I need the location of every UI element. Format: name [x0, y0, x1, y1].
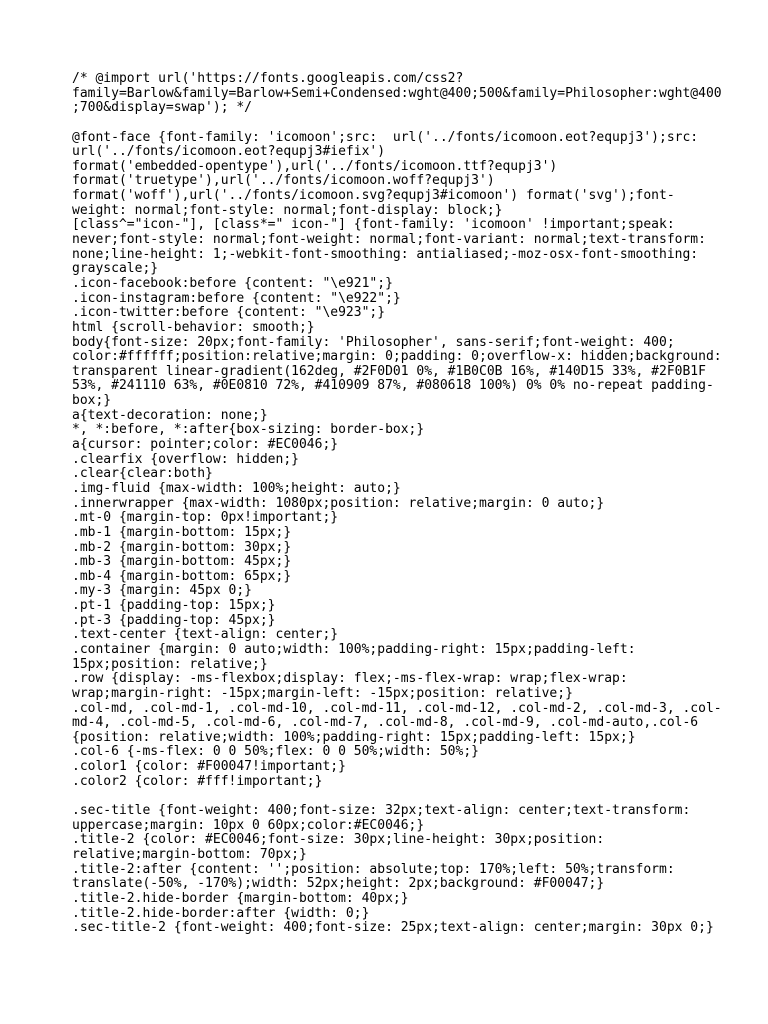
- code-line: .title-2 {color: #EC0046;font-size: 30px;line-height: 30px;position:: [72, 832, 605, 848]
- code-line: .title-2.hide-border:after {width: 0;}: [72, 905, 370, 921]
- code-line: .pt-3 {padding-top: 45px;}: [72, 612, 276, 628]
- code-line: html {scroll-behavior: smooth;}: [72, 319, 315, 335]
- code-line: weight: normal;font-style: normal;font-display: block;}: [72, 202, 503, 218]
- code-line: @font-face {font-family: 'icomoon';src: url('../fonts/icomoon.eot?equpj3');src:: [72, 129, 699, 145]
- code-line: grayscale;}: [72, 261, 159, 277]
- code-line: .clearfix {overflow: hidden;}: [72, 451, 299, 467]
- code-line: family=Barlow&family=Barlow+Semi+Condensed:wght@400;500&family=Philosopher:wght@400: [72, 85, 722, 101]
- code-line: transparent linear-gradient(162deg, #2F0D01 0%, #1B0C0B 16%, #140D15 33%, #2F0B1F: [72, 363, 706, 379]
- code-line: .img-fluid {max-width: 100%;height: auto;}: [72, 480, 401, 496]
- code-line: body{font-size: 20px;font-family: 'Philosopher', sans-serif;font-weight: 400;: [72, 334, 675, 350]
- code-line: a{cursor: pointer;color: #EC0046;}: [72, 437, 339, 453]
- code-line: .mb-4 {margin-bottom: 65px;}: [72, 568, 292, 584]
- code-line: format('truetype'),url('../fonts/icomoon.woff?equpj3'): [72, 173, 495, 189]
- code-line: .clear{clear:both}: [72, 466, 213, 482]
- code-line: .text-center {text-align: center;}: [72, 627, 339, 643]
- code-line: .title-2.hide-border {margin-bottom: 40px;}: [72, 890, 409, 906]
- blank-line: [72, 116, 712, 131]
- document-page: [72, 71, 722, 936]
- code-line: [class^="icon-"], [class*=" icon-"] {font-family: 'icomoon' !important;speak:: [72, 217, 675, 233]
- blank-line: [72, 789, 712, 804]
- code-line: .col-6 {-ms-flex: 0 0 50%;flex: 0 0 50%;width: 50%;}: [72, 744, 479, 760]
- code-line: format('woff'),url('../fonts/icomoon.svg?equpj3#icomoon') format('svg');font-: [72, 188, 675, 204]
- code-line: .col-md, .col-md-1, .col-md-10, .col-md-11, .col-md-12, .col-md-2, .col-md-3, .col-: [72, 700, 722, 716]
- code-line: color:#ffffff;position:relative;margin: 0;padding: 0;overflow-x: hidden;background:: [72, 349, 722, 365]
- code-line: ;700&display=swap'); */: [72, 100, 253, 116]
- code-line: {position: relative;width: 100%;padding-right: 15px;padding-left: 15px;}: [72, 729, 636, 745]
- code-line: .sec-title-2 {font-weight: 400;font-size: 25px;text-align: center;margin: 30px 0;}: [72, 920, 714, 936]
- code-line: wrap;margin-right: -15px;margin-left: -15px;position: relative;}: [72, 685, 573, 701]
- code-line: .mb-1 {margin-bottom: 15px;}: [72, 524, 292, 540]
- code-line: 15px;position: relative;}: [72, 656, 268, 672]
- code-line: a{text-decoration: none;}: [72, 407, 268, 423]
- code-line: url('../fonts/icomoon.eot?equpj3#iefix'): [72, 144, 386, 160]
- code-text-block: [72, 71, 722, 936]
- code-line: 53%, #241110 63%, #0E0810 72%, #410909 87%, #080618 100%) 0% 0% no-repeat padding-: [72, 378, 714, 394]
- code-line: never;font-style: normal;font-weight: normal;font-variant: normal;text-transform:: [72, 232, 706, 248]
- code-line: .row {display: -ms-flexbox;display: flex;-ms-flex-wrap: wrap;flex-wrap:: [72, 671, 628, 687]
- code-line: relative;margin-bottom: 70px;}: [72, 846, 307, 862]
- code-line: .mb-2 {margin-bottom: 30px;}: [72, 539, 292, 555]
- code-line: *, *:before, *:after{box-sizing: border-box;}: [72, 422, 425, 438]
- code-line: .icon-twitter:before {content: "\e923";}: [72, 305, 386, 321]
- code-line: .icon-facebook:before {content: "\e921";}: [72, 275, 393, 291]
- code-line: md-4, .col-md-5, .col-md-6, .col-md-7, .col-md-8, .col-md-9, .col-md-auto,.col-6: [72, 715, 699, 731]
- code-line: .pt-1 {padding-top: 15px;}: [72, 598, 276, 614]
- code-line: .sec-title {font-weight: 400;font-size: 32px;text-align: center;text-transform:: [72, 803, 691, 819]
- code-line: .color2 {color: #fff!important;}: [72, 773, 323, 789]
- code-line: .container {margin: 0 auto;width: 100%;padding-right: 15px;padding-left:: [72, 641, 636, 657]
- code-line: none;line-height: 1;-webkit-font-smoothing: antialiased;-moz-osx-font-smoothing:: [72, 246, 699, 262]
- code-line: .mb-3 {margin-bottom: 45px;}: [72, 554, 292, 570]
- code-line: .color1 {color: #F00047!important;}: [72, 759, 346, 775]
- code-line: uppercase;margin: 10px 0 60px;color:#EC0046;}: [72, 817, 425, 833]
- code-line: /* @import url('https://fonts.googleapis.com/css2?: [72, 71, 464, 86]
- code-line: .mt-0 {margin-top: 0px!important;}: [72, 510, 339, 526]
- code-line: box;}: [72, 393, 112, 409]
- code-line: .title-2:after {content: '';position: absolute;top: 170%;left: 50%;transform:: [72, 861, 675, 877]
- code-line: .icon-instagram:before {content: "\e922";}: [72, 290, 401, 306]
- code-line: format('embedded-opentype'),url('../fonts/icomoon.ttf?equpj3'): [72, 158, 558, 174]
- code-line: .innerwrapper {max-width: 1080px;position: relative;margin: 0 auto;}: [72, 495, 605, 511]
- code-line: .my-3 {margin: 45px 0;}: [72, 583, 253, 599]
- code-line: translate(-50%, -170%);width: 52px;height: 2px;background: #F00047;}: [72, 876, 605, 892]
